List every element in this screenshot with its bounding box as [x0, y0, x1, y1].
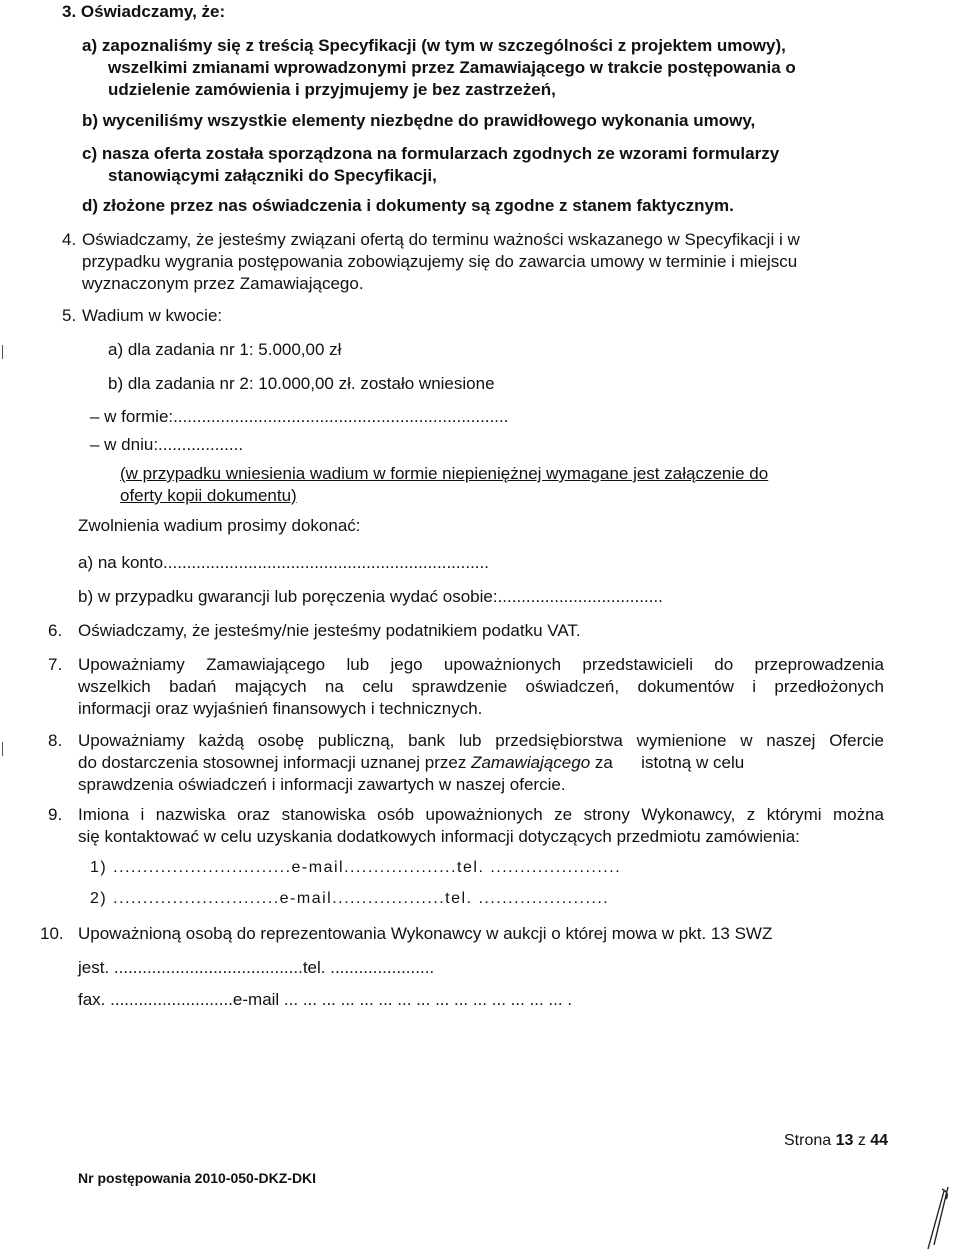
- section-8-line1: Upoważniamy każdą osobę publiczną, bank lub przedsiębiorstwa wymienione w naszej Ofercie: [78, 731, 884, 750]
- page-separator: z: [853, 1132, 871, 1149]
- section-7-line3: informacji oraz wyjaśnień finansowych i technicznych.: [78, 699, 483, 718]
- section-10-number: 10.: [40, 924, 64, 943]
- item-3c-line2: stanowiącymi załączniki do Specyfikacji,: [108, 166, 437, 185]
- wadium-guarantee-field: b) w przypadku gwarancji lub poręczenia wydać osobie:...................................: [78, 587, 663, 606]
- section-8-line2: [78, 753, 884, 773]
- item-3a-line1: a) zapoznaliśmy się z treścią Specyfikacji (w tym w szczególności z projektem umowy),: [82, 36, 786, 55]
- scan-margin-mark: [2, 742, 9, 756]
- contact-person-1: 1) ..............................e-mail...................tel. ......................: [90, 859, 622, 876]
- section-8-line3: sprawdzenia oświadczeń i informacji zawartych w naszej ofercie.: [78, 775, 566, 794]
- page-prefix: Strona: [784, 1132, 836, 1149]
- section-8-line2-start: do dostarczenia stosownej informacji uznanej przez: [78, 753, 472, 772]
- initials-mark: [922, 1185, 952, 1255]
- representative-fax-email-field: fax. ..........................e-mail ... ... ... ... ... ... ... ... ... ... ... ... ... ... ... .: [78, 990, 573, 1009]
- page-current: 13: [835, 1132, 854, 1149]
- section-7-line2: wszelkich badań mających na celu sprawdzenie oświadczeń, dokumentów i przedłożonych: [78, 677, 884, 696]
- item-3c-line1: c) nasza oferta została sporządzona na formularzach zgodnych ze wzorami formularzy: [82, 144, 780, 163]
- wadium-date-field: – w dniu:..................: [90, 435, 244, 454]
- section-4-line2: przypadku wygrania postępowania zobowiązujemy się do zawarcia umowy w terminie i miejscu: [82, 252, 798, 271]
- section-9-line1: Imiona i nazwiska oraz stanowiska osób upoważnionych ze strony Wykonawcy, z którymi można: [78, 805, 884, 824]
- section-8-line2-end: za istotną w celu: [590, 753, 745, 772]
- wadium-note-line1: (w przypadku wniesienia wadium w formie niepieniężnej wymagane jest załączenie do: [120, 464, 769, 483]
- section-9-line2: się kontaktować w celu uzyskania dodatkowych informacji dotyczących przedmiotu zamówienia:: [78, 827, 800, 846]
- scan-margin-mark: [2, 345, 9, 359]
- section-6-text: Oświadczamy, że jesteśmy/nie jesteśmy podatnikiem podatku VAT.: [78, 621, 581, 640]
- section-6-number: 6.: [48, 621, 63, 640]
- wadium-note-line2: oferty kopii dokumentu): [120, 486, 297, 505]
- section-9-number: 9.: [48, 805, 63, 824]
- wadium-task-1: a) dla zadania nr 1: 5.000,00 zł: [108, 340, 342, 359]
- wadium-account-field: a) na konto.....................................................................: [78, 553, 489, 572]
- page-total: 44: [870, 1132, 889, 1149]
- item-3d: d) złożone przez nas oświadczenia i dokumenty są zgodne z stanem faktycznym.: [82, 196, 734, 215]
- wadium-release-heading: Zwolnienia wadium prosimy dokonać:: [78, 516, 361, 535]
- section-7-number: 7.: [48, 655, 63, 674]
- item-3a-line3: udzielenie zamówienia i przyjmujemy je bez zastrzeżeń,: [108, 80, 556, 99]
- section-8-line2-italic: Zamawiającego: [471, 753, 591, 772]
- section-4-line1: Oświadczamy, że jesteśmy związani ofertą do terminu ważności wskazanego w Specyfikacji i w: [82, 230, 800, 249]
- section-4-line3: wyznaczonym przez Zamawiającego.: [82, 274, 364, 293]
- section-5-number: 5.: [62, 306, 77, 325]
- contact-person-2: 2) ............................e-mail...................tel. ......................: [90, 890, 610, 907]
- wadium-form-field: – w formie:.......................................................................: [90, 407, 509, 426]
- section-10-line1: Upoważnioną osobą do reprezentowania Wykonawcy w aukcji o której mowa w pkt. 13 SWZ: [78, 924, 773, 943]
- wadium-task-2: b) dla zadania nr 2: 10.000,00 zł. zostało wniesione: [108, 374, 495, 393]
- section-3-heading: 3. Oświadczamy, że:: [62, 2, 226, 21]
- section-5-title: Wadium w kwocie:: [82, 306, 223, 325]
- item-3a-line2: wszelkimi zmianami wprowadzonymi przez Zamawiającego w trakcie postępowania o: [108, 58, 796, 77]
- representative-phone-field: jest. ........................................tel. ......................: [78, 958, 435, 977]
- section-8-number: 8.: [48, 731, 63, 750]
- procedure-number: Nr postępowania 2010-050-DKZ-DKI: [78, 1170, 317, 1186]
- page-number: [784, 1132, 888, 1150]
- section-7-line1: Upoważniamy Zamawiającego lub jego upoważnionych przedstawicieli do przeprowadzenia: [78, 655, 884, 674]
- item-3b: b) wyceniliśmy wszystkie elementy niezbędne do prawidłowego wykonania umowy,: [82, 111, 756, 130]
- section-4-number: 4.: [62, 230, 77, 249]
